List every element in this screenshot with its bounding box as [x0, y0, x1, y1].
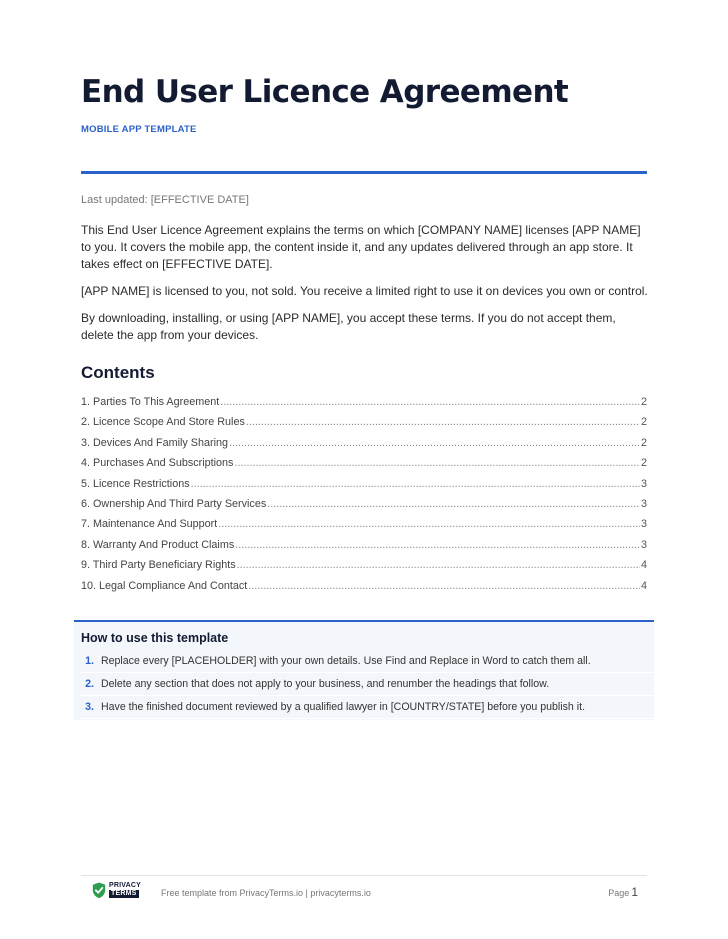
toc-leader — [237, 559, 640, 571]
footer-page-indicator — [608, 885, 638, 899]
toc-leader — [267, 498, 640, 510]
toc-entry[interactable] — [81, 559, 647, 579]
footer-divider — [81, 875, 647, 876]
page-number: 1 — [631, 885, 638, 899]
toc-entry-page: 4 — [640, 559, 647, 572]
step-text: Replace every [PLACEHOLDER] with your own details. Use Find and Replace in Word to catch them all. — [101, 655, 591, 667]
toc-entry[interactable] — [81, 478, 647, 498]
toc-entry-label: 5. Licence Restrictions — [81, 477, 190, 490]
toc-entry-label: 4. Purchases And Subscriptions — [81, 457, 234, 470]
how-to-use-steps — [80, 650, 654, 719]
toc-entry-label: 9. Third Party Beneficiary Rights — [81, 559, 236, 572]
toc-entry-label: 1. Parties To This Agreement — [81, 396, 220, 408]
toc-entry-label: 8. Warranty And Product Claims — [81, 538, 235, 551]
intro-paragraph: This End User Licence Agreement explains the terms on which [COMPANY NAME] licenses [APP NAME] to you. It covers the mobile app, the content inside it, and any updates delivered through an app store. It takes effect on [EFFECTIVE DATE]. — [81, 223, 641, 272]
privacyterms-logo[interactable] — [92, 882, 148, 900]
toc-entry[interactable] — [81, 437, 647, 457]
how-to-step — [80, 673, 654, 696]
footer-attribution: Free template from PrivacyTerms.io | privacyterms.io — [161, 888, 371, 898]
toc-entry-label: 3. Devices And Family Sharing — [81, 436, 229, 449]
header-divider — [81, 171, 647, 174]
licence-paragraph: [APP NAME] is licensed to you, not sold. You receive a limited right to use it on devices you own or control. — [81, 284, 648, 298]
contents-heading: Contents — [81, 363, 155, 382]
step-number: 2. — [85, 678, 94, 690]
step-number: 1. — [85, 655, 94, 667]
toc-entry-label: 2. Licence Scope And Store Rules — [81, 416, 245, 429]
how-to-use-box — [74, 620, 654, 720]
toc-entry[interactable] — [81, 580, 647, 600]
toc-leader — [218, 518, 640, 530]
shield-check-icon — [92, 882, 106, 899]
toc-entry-page: 3 — [640, 518, 647, 531]
toc-entry[interactable] — [81, 416, 647, 436]
toc-entry[interactable] — [81, 518, 647, 538]
document-subtitle: MOBILE APP TEMPLATE — [81, 124, 197, 135]
step-text: Delete any section that does not apply to your business, and renumber the headings that follow. — [101, 678, 550, 690]
logo-text-terms: TERMS — [111, 890, 137, 897]
toc-entry[interactable] — [81, 457, 647, 477]
toc-leader — [246, 416, 640, 428]
toc-entry[interactable] — [81, 498, 647, 518]
toc-entry-page: 3 — [640, 538, 647, 551]
toc-leader — [191, 478, 640, 490]
toc-entry-label: 6. Ownership And Third Party Services — [81, 497, 267, 510]
step-number: 3. — [85, 701, 94, 713]
toc-entry-page: 2 — [640, 436, 647, 449]
toc-leader — [248, 580, 640, 592]
toc-leader — [234, 457, 640, 469]
how-to-use-title: How to use this template — [81, 631, 229, 645]
toc-entry-label: 7. Maintenance And Support — [81, 518, 218, 531]
how-to-step — [80, 650, 654, 673]
toc-entry-page: 3 — [640, 477, 647, 490]
toc-entry-page: 4 — [640, 579, 647, 592]
toc-entry-page: 3 — [640, 497, 647, 510]
toc-entry-label: 10. Legal Compliance And Contact — [81, 579, 248, 592]
toc-entry[interactable] — [81, 396, 647, 416]
toc-entry-page: 2 — [640, 396, 647, 408]
acceptance-paragraph: By downloading, installing, or using [APP NAME], you accept these terms. If you do not accept them, delete the app from your devices. — [81, 311, 616, 343]
document-title: End User Licence Agreement — [81, 74, 569, 110]
last-updated: Last updated: [EFFECTIVE DATE] — [81, 194, 249, 206]
toc-leader — [235, 539, 640, 551]
page-label: Page — [608, 888, 630, 898]
logo-text-privacy: PRIVACY — [109, 882, 141, 889]
toc-entry-page: 2 — [640, 457, 647, 470]
toc-entry[interactable] — [81, 539, 647, 559]
toc-leader — [229, 437, 640, 449]
toc-entry-page: 2 — [640, 416, 647, 429]
how-to-step — [80, 696, 654, 719]
table-of-contents — [81, 396, 647, 600]
step-text: Have the finished document reviewed by a qualified lawyer in [COUNTRY/STATE] before you publish it. — [101, 701, 586, 713]
toc-leader — [220, 396, 640, 408]
